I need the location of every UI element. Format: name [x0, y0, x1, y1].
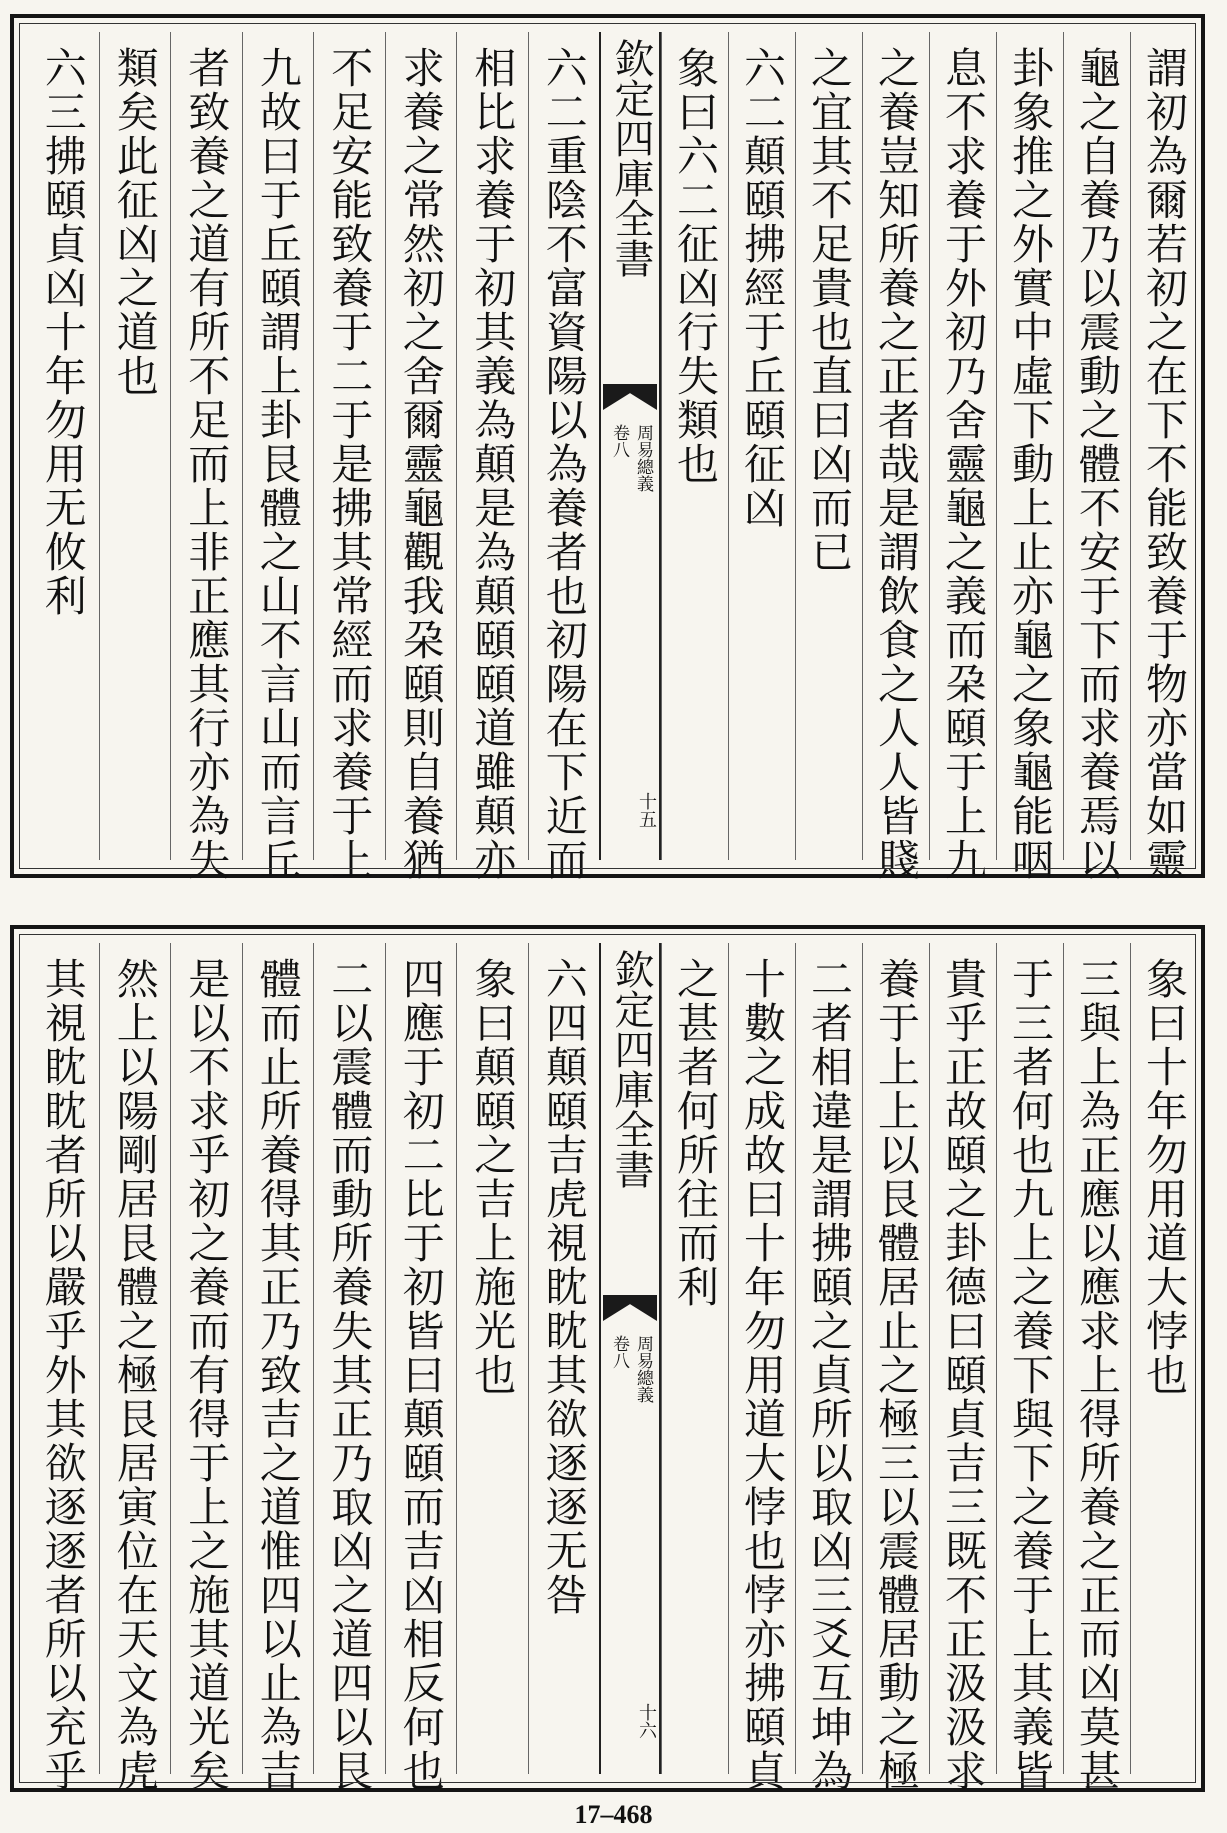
column-text: 九故曰于丘頤謂上卦艮體之山不言山而言丘 [253, 46, 303, 882]
text-column [313, 943, 385, 1793]
text-column [1130, 943, 1197, 1774]
text-column [795, 943, 862, 1793]
column-text: 象曰十年勿用道大悖也 [1140, 957, 1189, 1397]
column-text: 六二顛頤拂經于丘頤征凶 [738, 46, 787, 530]
page-number: 十五 [636, 792, 657, 828]
column-text: 六二重陰不富資陽以為養者也初陽在下近而 [539, 46, 589, 882]
text-column [99, 943, 171, 1793]
text-column [795, 32, 862, 860]
column-text: 于三者何也九上之養下與下之養于上其義皆 [1006, 957, 1055, 1793]
column-text: 三與上為正應以應求上得所養之正而凶莫甚 [1073, 957, 1122, 1793]
column-text: 六四顛頤吉虎視眈眈其欲逐逐无咎 [539, 957, 589, 1617]
page-panel-top [10, 14, 1205, 882]
column-text: 四應于初二比于初皆曰顛頤而吉凶相反何也 [396, 957, 446, 1793]
text-column [313, 32, 385, 882]
text-column [385, 943, 457, 1793]
fish-tail-mark [603, 1295, 657, 1321]
column-text: 之宜其不足貴也直曰凶而已 [805, 46, 854, 574]
column-text: 象曰六二征凶行失類也 [671, 46, 720, 486]
text-column [242, 32, 314, 882]
column-text: 息不求養于外初乃舍靈龜之義而朶頤于上九 [939, 46, 988, 882]
center-margin-bottom [599, 943, 661, 1774]
text-column [996, 32, 1063, 882]
column-text: 二者相違是謂拂頤之貞所以取凶三爻互坤為 [805, 957, 854, 1793]
text-column [1063, 32, 1130, 882]
text-column [528, 943, 600, 1774]
column-text: 卦象推之外實中虛下動上止亦龜之象龜能咽 [1006, 46, 1055, 882]
column-text: 相比求養于初其義為顛是為顛頤頤道雖顛亦 [468, 46, 518, 882]
column-text: 之甚者何所往而利 [671, 957, 720, 1309]
volume-number: 卷八 [609, 424, 629, 458]
column-text: 二以震體而動所養失其正乃取凶之道四以艮 [325, 957, 375, 1793]
text-column [862, 32, 929, 882]
book-title: 欽定四庫全書 [608, 949, 654, 1189]
text-column [728, 32, 795, 860]
text-column [456, 32, 528, 882]
column-text: 之養豈知所養之正者哉是謂飲食之人人皆賤 [872, 46, 921, 882]
center-margin-top [599, 32, 661, 860]
text-column [728, 943, 795, 1793]
text-column [1130, 32, 1197, 882]
column-text: 象曰顛頤之吉上施光也 [468, 957, 518, 1397]
column-text: 貴乎正故頤之卦德曰頤貞吉三既不正汲汲求 [939, 957, 988, 1793]
column-text: 龜之自養乃以震動之體不安于下而求養焉以 [1073, 46, 1122, 882]
column-text: 十數之成故曰十年勿用道大悖也悖亦拂頤貞 [738, 957, 787, 1793]
column-text: 然上以陽剛居艮體之極艮居寅位在天文為虎 [110, 957, 160, 1793]
column-text: 謂初為爾若初之在下不能致養于物亦當如靈 [1140, 46, 1189, 882]
column-text: 是以不求乎初之養而有得于上之施其道光矣 [182, 957, 232, 1793]
text-column [661, 943, 728, 1774]
text-column [170, 32, 242, 882]
text-column [27, 32, 99, 860]
book-title: 欽定四庫全書 [608, 38, 654, 278]
text-column [528, 32, 600, 882]
page-panel-bottom [10, 925, 1205, 1792]
column-text: 類矣此征凶之道也 [110, 46, 160, 398]
column-text: 六三拂頤貞凶十年勿用无攸利 [38, 46, 88, 618]
text-column [242, 943, 314, 1793]
column-text: 不足安能致養于二于是拂其常經而求養于上 [325, 46, 375, 882]
text-column [929, 943, 996, 1793]
text-column [996, 943, 1063, 1793]
text-column [385, 32, 457, 882]
column-text: 體而止所養得其正乃致吉之道惟四以止為吉 [253, 957, 303, 1793]
page-number: 十六 [636, 1703, 657, 1739]
column-text: 者致養之道有所不足而上非正應其行亦為失 [182, 46, 232, 882]
volume-title: 周易總義 [633, 424, 653, 492]
volume-title: 周易總義 [633, 1335, 653, 1403]
text-column [661, 32, 728, 860]
page-footer-number: 17–468 [574, 1800, 653, 1829]
column-text: 養于上上以艮體居止之極三以震體居動之極 [872, 957, 921, 1793]
text-column [27, 943, 99, 1793]
text-column [99, 32, 171, 860]
text-column [862, 943, 929, 1793]
column-text: 其視眈眈者所以嚴乎外其欲逐逐者所以充乎 [38, 957, 88, 1793]
column-text: 求養之常然初之舍爾靈龜觀我朶頤則自養猶 [396, 46, 446, 882]
text-column [456, 943, 528, 1774]
fish-tail-mark [603, 384, 657, 410]
volume-number: 卷八 [609, 1335, 629, 1369]
text-column [170, 943, 242, 1793]
text-column [1063, 943, 1130, 1793]
text-column [929, 32, 996, 882]
